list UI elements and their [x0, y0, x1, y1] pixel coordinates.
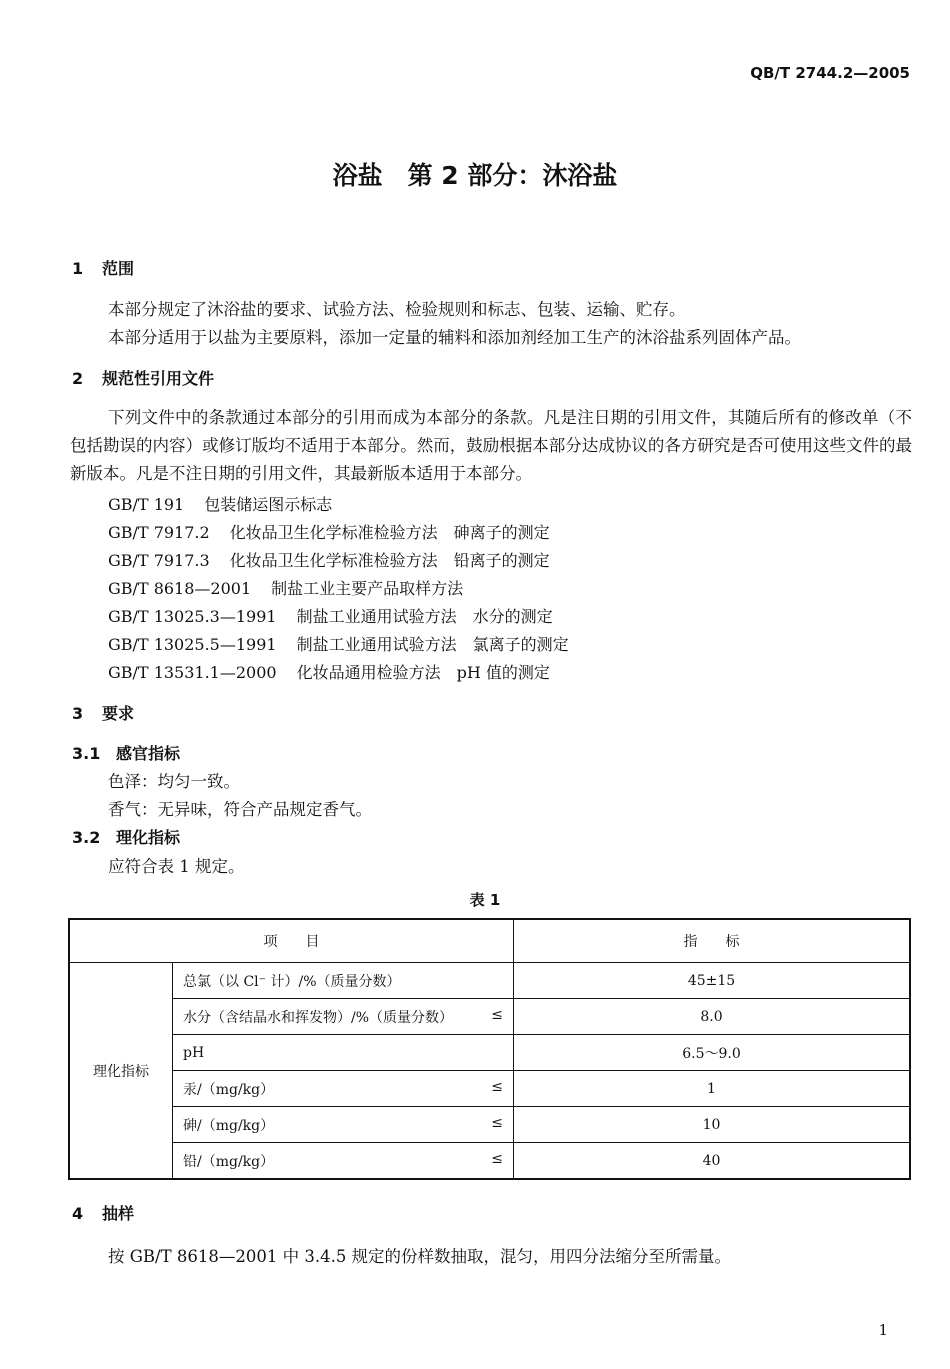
table-header-row	[69, 919, 910, 963]
page-number: 1	[878, 1321, 888, 1339]
header-item: 项 目	[69, 919, 514, 963]
value-cell: 1	[514, 1071, 911, 1107]
section-4-heading	[72, 1201, 134, 1224]
reference-name: 制盐工业通用试验方法 水分的测定	[296, 607, 553, 626]
reference-item	[108, 576, 463, 599]
table-row	[69, 1071, 910, 1107]
table-row	[69, 1035, 910, 1071]
table-caption: 表 1	[469, 891, 501, 909]
standard-code: QB/T 2744.2—2005	[750, 64, 910, 82]
reference-name: 制盐工业通用试验方法 氯离子的测定	[296, 635, 569, 654]
section-title: 理化指标	[116, 828, 181, 847]
table-row	[69, 963, 910, 999]
reference-name: 化妆品卫生化学标准检验方法 砷离子的测定	[229, 523, 550, 542]
section-4-paragraph-1: 按 GB/T 8618—2001 中 3.4.5 规定的份样数抽取，混匀，用四分法缩分至所需量。	[108, 1247, 732, 1266]
item-label: pH	[183, 1044, 205, 1061]
reference-code: GB/T 7917.3	[108, 551, 210, 570]
reference-item	[108, 604, 553, 627]
comparator: ≤	[491, 1078, 503, 1095]
reference-item	[108, 492, 332, 515]
section-3-1-heading	[72, 741, 180, 764]
section-1-paragraph-1: 本部分规定了沐浴盐的要求、试验方法、检验规则和标志、包装、运输、贮存。	[108, 300, 686, 319]
section-title: 抽样	[102, 1204, 135, 1223]
table-row	[69, 999, 910, 1035]
value-cell: 45±15	[514, 963, 911, 999]
item-cell	[173, 1143, 514, 1180]
section-title: 规范性引用文件	[102, 369, 215, 388]
section-number: 3.2	[72, 828, 101, 847]
section-number: 4	[72, 1204, 84, 1223]
section-3-2-line-1: 应符合表 1 规定。	[108, 857, 245, 876]
comparator: ≤	[491, 1114, 503, 1131]
comparator: ≤	[491, 1150, 503, 1167]
item-label: 铅/（mg/kg）	[183, 1153, 275, 1170]
section-3-2-heading	[72, 825, 180, 848]
header-value: 指 标	[514, 919, 911, 963]
table-row	[69, 1143, 910, 1180]
section-title: 感官指标	[116, 744, 181, 763]
section-1-paragraph-2: 本部分适用于以盐为主要原料，添加一定量的辅料和添加剂经加工生产的沐浴盐系列固体产品。	[108, 328, 801, 347]
section-3-heading	[72, 701, 134, 724]
reference-name: 制盐工业主要产品取样方法	[271, 579, 464, 598]
value-cell: 10	[514, 1107, 911, 1143]
reference-code: GB/T 191	[108, 495, 185, 514]
reference-name: 包装储运图示标志	[204, 495, 333, 514]
reference-name: 化妆品卫生化学标准检验方法 铅离子的测定	[229, 551, 550, 570]
comparator: ≤	[491, 1006, 503, 1023]
item-cell	[173, 999, 514, 1035]
section-number: 2	[72, 369, 84, 388]
reference-code: GB/T 13025.3—1991	[108, 607, 277, 626]
table-row	[69, 1107, 910, 1143]
reference-item	[108, 632, 569, 655]
category-cell: 理化指标	[69, 963, 173, 1180]
section-2-heading	[72, 366, 214, 389]
item-cell	[173, 963, 514, 999]
spec-table	[68, 918, 911, 1180]
reference-code: GB/T 13531.1—2000	[108, 663, 277, 682]
item-cell	[173, 1035, 514, 1071]
section-2-intro: 下列文件中的条款通过本部分的引用而成为本部分的条款。凡是注日期的引用文件，其随后所有的修改单（不包括勘误的内容）或修订版均不适用于本部分。然而，鼓励根据本部分达成协议的各方研究是否可使用这些文件的最新版本。凡是不注日期的引用文件，其最新版本适用于本部分。	[70, 408, 912, 483]
reference-code: GB/T 7917.2	[108, 523, 210, 542]
item-label: 总氯（以 Cl⁻ 计）/%（质量分数）	[183, 973, 401, 990]
item-cell	[173, 1071, 514, 1107]
section-number: 3.1	[72, 744, 101, 763]
item-cell	[173, 1107, 514, 1143]
item-label: 砷/（mg/kg）	[183, 1117, 275, 1134]
reference-item	[108, 660, 550, 683]
reference-item	[108, 548, 550, 571]
value-cell: 8.0	[514, 999, 911, 1035]
section-number: 3	[72, 704, 84, 723]
reference-code: GB/T 13025.5—1991	[108, 635, 277, 654]
reference-code: GB/T 8618—2001	[108, 579, 252, 598]
value-cell: 40	[514, 1143, 911, 1180]
section-3-1-line-1: 色泽：均匀一致。	[108, 772, 240, 791]
item-label: 水分（含结晶水和挥发物）/%（质量分数）	[183, 1009, 454, 1026]
reference-item	[108, 520, 550, 543]
section-3-1-line-2: 香气：无异味，符合产品规定香气。	[108, 800, 372, 819]
value-cell: 6.5～9.0	[514, 1035, 911, 1071]
document-title: 浴盐 第 2 部分：沐浴盐	[332, 161, 618, 190]
section-title: 范围	[102, 259, 135, 278]
item-label: 汞/（mg/kg）	[183, 1081, 275, 1098]
section-number: 1	[72, 259, 84, 278]
section-title: 要求	[102, 704, 135, 723]
reference-name: 化妆品通用检验方法 pH 值的测定	[296, 663, 550, 682]
section-1-heading	[72, 256, 134, 279]
